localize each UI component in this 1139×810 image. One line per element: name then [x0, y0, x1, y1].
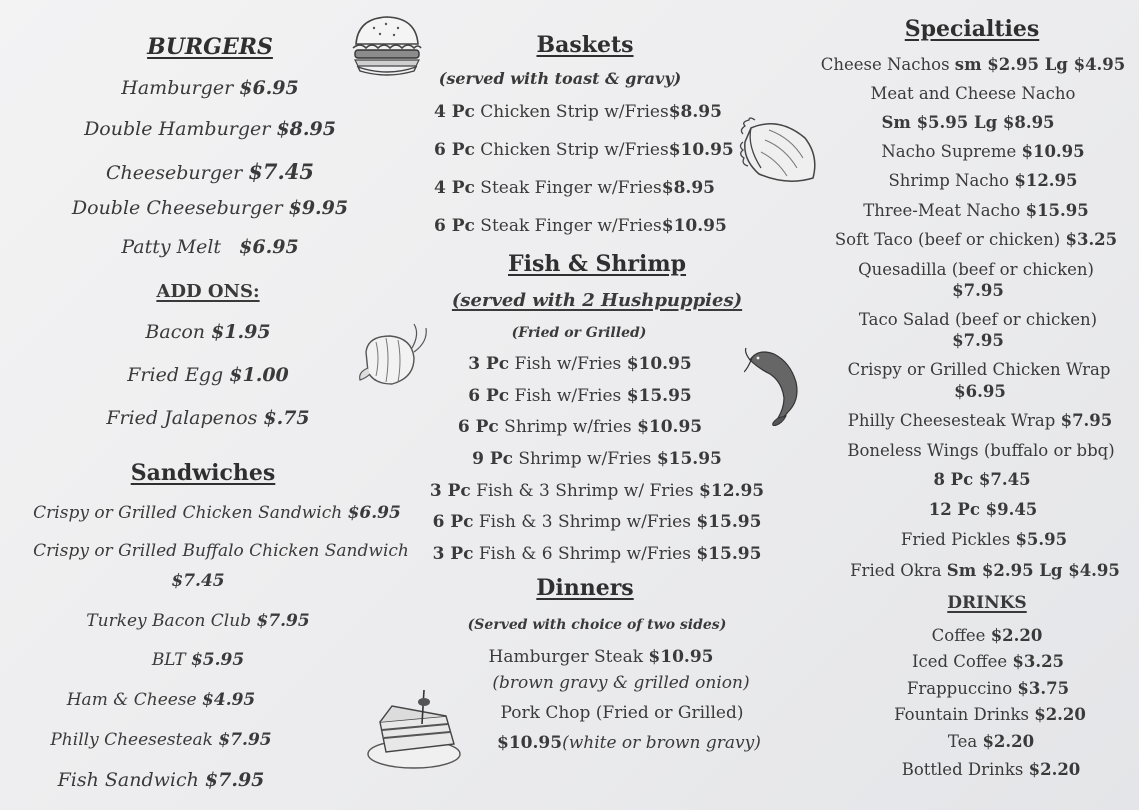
menu-item: Fountain Drinks $2.20 [894, 705, 1086, 724]
menu-item: Nacho Supreme $10.95 [881, 142, 1085, 161]
menu-item: Fried Jalapenos $.75 [106, 407, 310, 429]
menu-item: Double Cheeseburger $9.95 [71, 197, 349, 219]
menu-item: Turkey Bacon Club $7.95 [86, 611, 310, 631]
menu-item-name: Boneless Wings (buffalo or bbq) [847, 441, 1115, 460]
menu-item: Cheese Nachos sm $2.95 Lg $4.95 [820, 55, 1126, 74]
menu-item: Fish Sandwich $7.95 [57, 769, 265, 791]
menu-item: Hamburger $6.95 [121, 77, 299, 99]
menu-item: 6 Pc Fish & 3 Shrimp w/Fries $15.95 [432, 512, 762, 532]
menu-item-price: $7.45 [171, 571, 225, 591]
menu-item: Patty Melt $6.95 [121, 236, 299, 258]
menu-item: Bottled Drinks $2.20 [901, 760, 1081, 779]
menu-item: Double Hamburger $8.95 [84, 118, 336, 140]
dinners-heading: Dinners [536, 575, 634, 601]
menu-item: Fried Pickles $5.95 [900, 530, 1068, 549]
menu-item: Three-Meat Nacho $15.95 [863, 201, 1089, 220]
menu-item: Shrimp Nacho $12.95 [888, 171, 1078, 190]
menu-item-price: $7.95 [952, 331, 1004, 350]
menu-item-name: Taco Salad (beef or chicken) [858, 310, 1098, 329]
menu-item-name: Crispy or Grilled Chicken Wrap [847, 360, 1111, 379]
menu-item: Meat and Cheese Nacho [870, 84, 1076, 103]
menu-item-name: Crispy or Grilled Buffalo Chicken Sandwich [33, 541, 409, 561]
menu-item: Ham & Cheese $4.95 [66, 690, 256, 710]
baskets-heading: Baskets [536, 32, 634, 58]
menu-item: BLT $5.95 [151, 650, 245, 670]
menu-item: Tea $2.20 [947, 732, 1035, 751]
menu-item: 6 Pc Shrimp w/fries $10.95 [457, 417, 703, 437]
specialties-heading: Specialties [904, 16, 1040, 42]
dinners-note: (Served with choice of two sides) [467, 617, 727, 633]
baskets-note: (served with toast & gravy) [438, 69, 682, 88]
burger-illustration-icon [350, 14, 424, 80]
menu-item-price: $6.95 [954, 382, 1006, 401]
menu-item: Cheeseburger $7.45 [105, 159, 315, 184]
menu-item-price: 8 Pc $7.45 [933, 470, 1031, 489]
menu-item: Iced Coffee $3.25 [911, 652, 1065, 671]
menu-item: 3 Pc Fish & 6 Shrimp w/Fries $15.95 [432, 544, 762, 564]
menu-item-name: Pork Chop (Fried or Grilled) [500, 703, 744, 723]
burgers-heading: BURGERS [147, 34, 273, 60]
sandwich-illustration-icon [364, 688, 462, 772]
menu-item: 6 Pc Steak Finger w/Fries$10.95 [434, 216, 727, 236]
menu-item: Philly Cheesesteak Wrap $7.95 [847, 411, 1113, 430]
menu-item-price: $7.95 [952, 281, 1004, 300]
menu-item-price: 12 Pc $9.45 [928, 500, 1038, 519]
shrimp-illustration-icon [356, 322, 432, 388]
sandwiches-heading: Sandwiches [130, 460, 276, 486]
menu-item: $10.95(white or brown gravy) [497, 733, 761, 753]
menu-item: Fried Okra Sm $2.95 Lg $4.95 [850, 561, 1120, 580]
addons-heading: ADD ONS: [156, 281, 260, 302]
menu-item: 4 Pc Steak Finger w/Fries$8.95 [434, 178, 715, 198]
menu-item: Coffee $2.20 [931, 626, 1043, 645]
menu-item: 6 Pc Fish w/Fries $15.95 [468, 386, 692, 406]
menu-item: 3 Pc Fish & 3 Shrimp w/ Fries $12.95 [429, 481, 765, 501]
menu-item: Hamburger Steak $10.95 [488, 647, 714, 667]
menu-item: 9 Pc Shrimp w/Fries $15.95 [472, 449, 722, 469]
fish-heading: Fish & Shrimp [507, 251, 687, 277]
menu-item: Frappuccino $3.75 [906, 679, 1070, 698]
menu-item: Bacon $1.95 [145, 321, 271, 343]
menu-item: 4 Pc Chicken Strip w/Fries$8.95 [434, 102, 722, 122]
menu-item-price: Sm $5.95 Lg $8.95 [881, 113, 1055, 132]
menu-item: Crispy or Grilled Chicken Sandwich $6.95 [33, 503, 401, 523]
menu-item: Philly Cheesesteak $7.95 [50, 730, 272, 750]
menu-item: 3 Pc Fish w/Fries $10.95 [468, 354, 692, 374]
menu-item: Soft Taco (beef or chicken) $3.25 [834, 230, 1118, 249]
taco-illustration-icon [739, 116, 821, 188]
menu-item-name: Quesadilla (beef or chicken) [858, 260, 1094, 279]
catfish-illustration-icon [744, 346, 806, 426]
menu-item: 6 Pc Chicken Strip w/Fries$10.95 [434, 140, 734, 160]
drinks-heading: DRINKS [947, 593, 1027, 613]
fish-note: (served with 2 Hushpuppies) [451, 290, 743, 311]
menu-item-note: (brown gravy & grilled onion) [492, 673, 750, 693]
menu-item: Fried Egg $1.00 [127, 364, 289, 386]
fish-subnote: (Fried or Grilled) [511, 325, 647, 341]
